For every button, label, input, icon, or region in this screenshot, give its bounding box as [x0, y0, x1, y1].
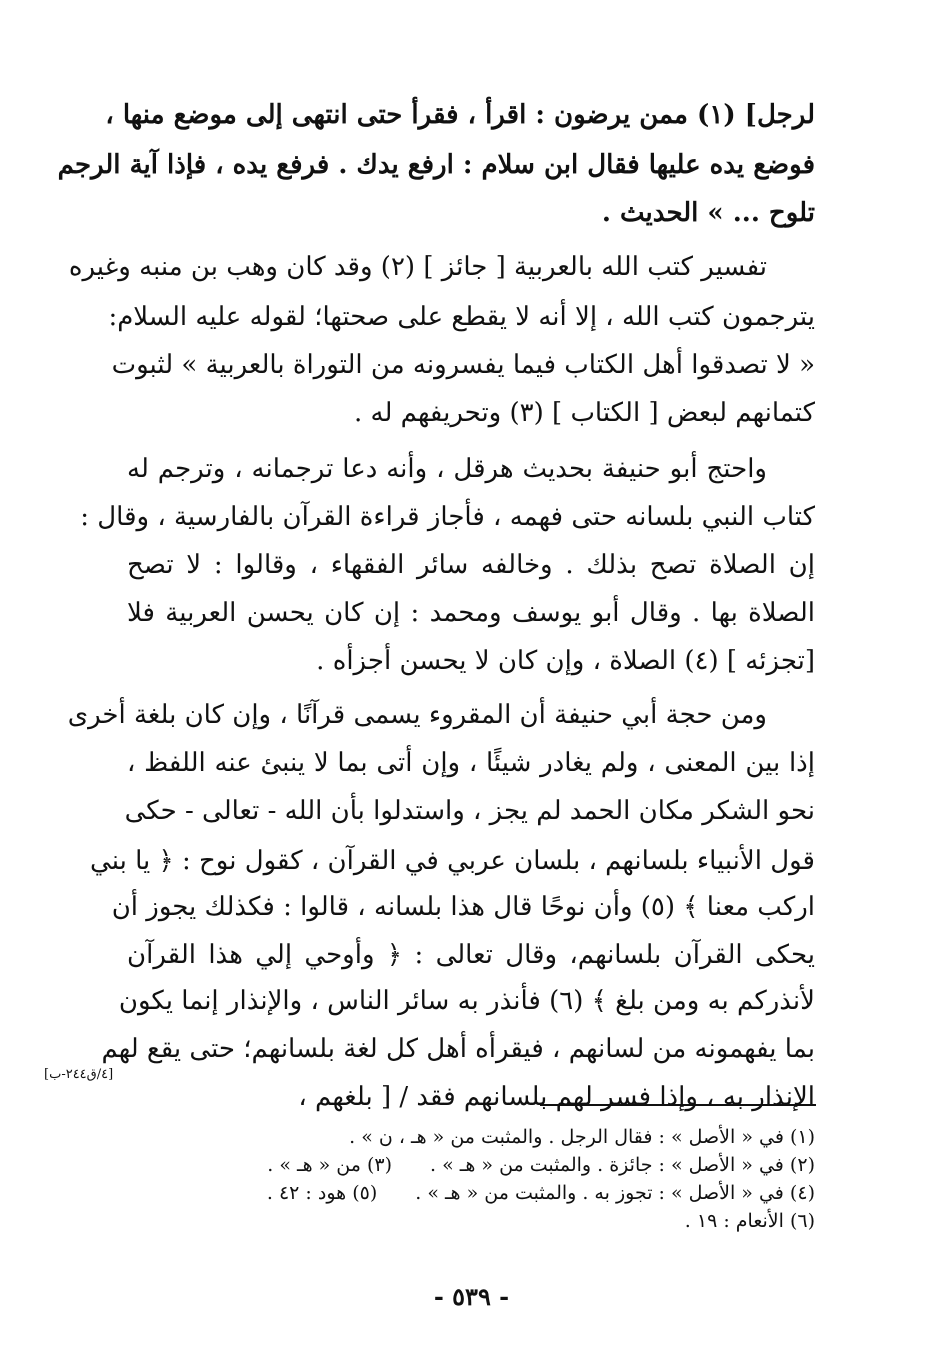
body-line: واحتج أبو حنيفة بحديث هرقل ، وأنه دعا ترجمانه ، وترجم له [127, 454, 767, 484]
body-line: إن الصلاة تصح بذلك . وخالفه سائر الفقهاء ، وقالوا : لا تصح [127, 550, 815, 580]
footnote: (٣) من « هـ » . [267, 1154, 393, 1176]
footnote: (١) في « الأصل » : فقال الرجل . والمثبت من « هـ ، ن » . [349, 1126, 815, 1148]
footnote-row [127, 1206, 815, 1236]
footnote-row [127, 1122, 815, 1152]
body-line: « لا تصدقوا أهل الكتاب فيما يفسرونه من التوراة بالعربية » لثبوت [111, 350, 815, 380]
footnote-row [127, 1150, 815, 1180]
body-line: فوضع يده عليها فقال ابن سلام : ارفع يدك . فرفع يده ، فإذا آية الرجم [57, 150, 815, 180]
footnote: (٢) في « الأصل » : جائزة . والمثبت من « هـ » . [430, 1154, 815, 1176]
body-line: لرجل] (١) ممن يرضون : اقرأ ، فقرأ حتى انتهى إلى موضع منها ، [105, 100, 815, 130]
body-line: كتاب النبي بلسانه حتى فهمه ، فأجاز قراءة القرآن بالفارسية ، وقال : [80, 502, 815, 532]
footnote: (٥) هود : ٤٢ . [266, 1182, 378, 1204]
body-line: نحو الشكر مكان الحمد لم يجز ، واستدلوا بأن الله - تعالى - حكى [124, 796, 815, 826]
manuscript-folio-note: [٤/ق٢٤٤-ب] [44, 1067, 114, 1082]
body-line: إذا بين المعنى ، ولم يغادر شيئًا ، وإن أتى بما لا ينبئ عنه اللفظ ، [127, 748, 815, 778]
body-line: الصلاة بها . وقال أبو يوسف ومحمد : إن كان يحسن العربية فلا [127, 598, 815, 628]
footnote: (٤) في « الأصل » : تجوز به . والمثبت من « هـ » . [415, 1182, 815, 1204]
body-line: كتمانهم لبعض [ الكتاب ] (٣) وتحريفهم له . [353, 398, 815, 428]
body-line: تلوح ... » الحديث . [601, 198, 815, 228]
body-line: ومن حجة أبي حنيفة أن المقروء يسمى قرآنًا ، وإن كان بلغة أخرى [67, 700, 767, 730]
body-line: يحكى القرآن بلسانهم، وقال تعالى : ﴿ وأوحي إلي هذا القرآن [127, 940, 815, 970]
footnote: (٦) الأنعام : ١٩ . [684, 1210, 815, 1232]
body-line: بما يفهمونه من لسانهم ، فيقرأه أهل كل لغة بلسانهم؛ حتى يقع لهم [101, 1034, 815, 1064]
body-line: يترجمون كتب الله ، إلا أنه لا يقطع على صحتها؛ لقوله عليه السلام: [108, 302, 815, 332]
body-line: اركب معنا ﴾ (٥) وأن نوحًا قال هذا بلسانه ، قالوا : فكذلك يجوز أن [111, 892, 815, 922]
body-line: [تجزئه ] (٤) الصلاة ، وإن كان لا يحسن أجزأه . [316, 646, 815, 676]
body-line: لأنذركم به ومن بلغ ﴾ (٦) فأنذر به سائر الناس ، والإنذار إنما يكون [118, 986, 815, 1016]
footnote-separator [540, 1104, 816, 1106]
page-number: - ٥٣٩ - [433, 1282, 510, 1311]
body-line: الإنذار به ، وإذا فسر لهم بلسانهم فقد / [ بلغهم ، [298, 1082, 815, 1112]
body-line: تفسير كتب الله بالعربية [ جائز ] (٢) وقد كان وهب بن منبه وغيره [68, 252, 767, 282]
footnote-row [127, 1178, 815, 1208]
body-line: قول الأنبياء بلسانهم ، بلسان عربي في القرآن ، كقول نوح : ﴿ يا بني [90, 846, 815, 876]
